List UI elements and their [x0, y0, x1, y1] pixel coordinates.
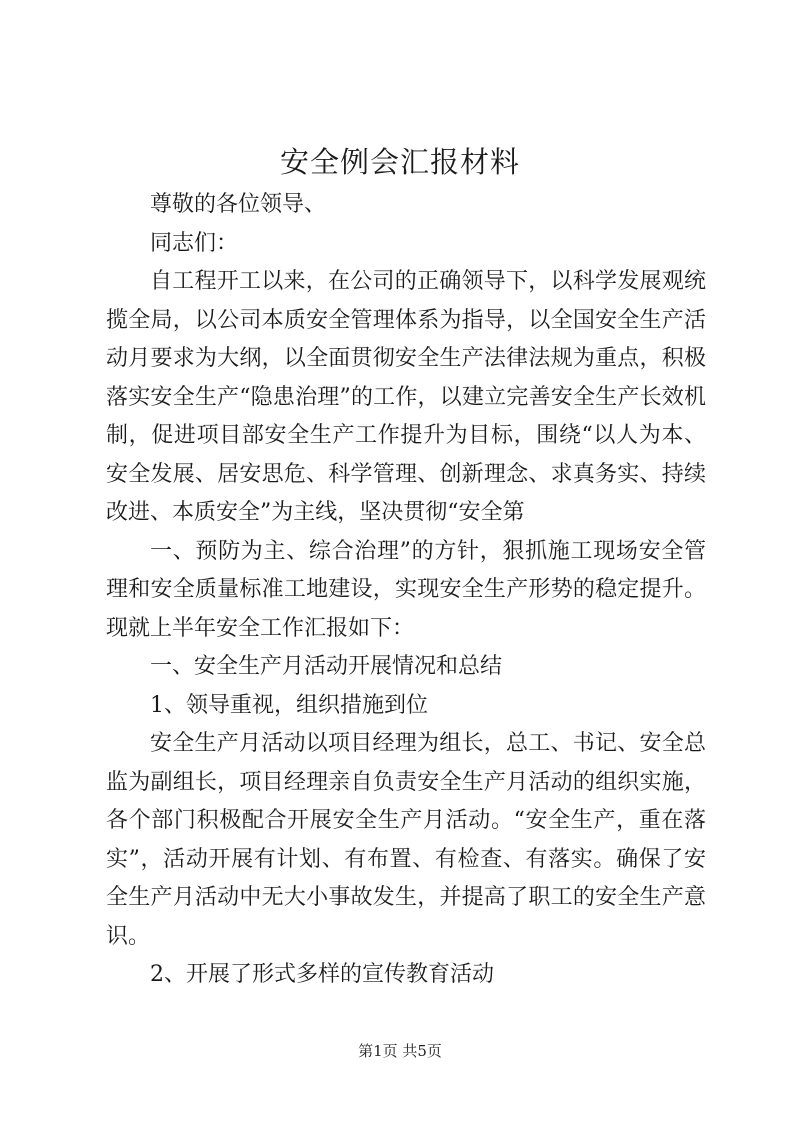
- section-heading-1: 一、安全生产月活动开展情况和总结: [150, 654, 503, 679]
- document-title: 安全例会汇报材料: [279, 145, 520, 179]
- intro-paragraph: 自工程开工以来，在公司的正确领导下，以科学发展观统揽全局，以公司本质安全管理体系为指导，以全国安全生产活动月要求为大纲，以全面贯彻安全生产法律法规为重点，积极落实安全生产“隐患治理”的工作，以建立完善安全生产长效机制，促进项目部安全生产工作提升为目标，围绕“以人为本、安全发展、居安思危、科学管理、创新理念、求真务实、持续改进、本质安全”为主线，坚决贯彻“安全第: [106, 269, 706, 525]
- policy-paragraph: 一、预防为主、综合治理”的方针，狠抓施工现场安全管理和安全质量标准工地建设，实现安全生产形势的稳定提升。现就上半年安全工作汇报如下：: [106, 538, 706, 641]
- document-body: [106, 186, 706, 995]
- salutation-line-1: 尊敬的各位领导、: [150, 192, 327, 217]
- activity-paragraph: 安全生产月活动以项目经理为组长，总工、书记、安全总监为副组长，项目经理亲自负责安全生产月活动的组织实施，各个部门积极配合开展安全生产月活动。“安全生产，重在落实”，活动开展有计划、有布置、有检查、有落实。确保了安全生产月活动中无大小事故发生，并提高了职工的安全生产意识。: [106, 731, 706, 949]
- salutation-line-2: 同志们：: [150, 230, 239, 256]
- page-number-footer: 第1页 共5页: [358, 1042, 442, 1060]
- subsection-heading-2: 2、开展了形式多样的宣传教育活动: [150, 962, 494, 987]
- subsection-heading-1: 1、领导重视，组织措施到位: [150, 692, 428, 718]
